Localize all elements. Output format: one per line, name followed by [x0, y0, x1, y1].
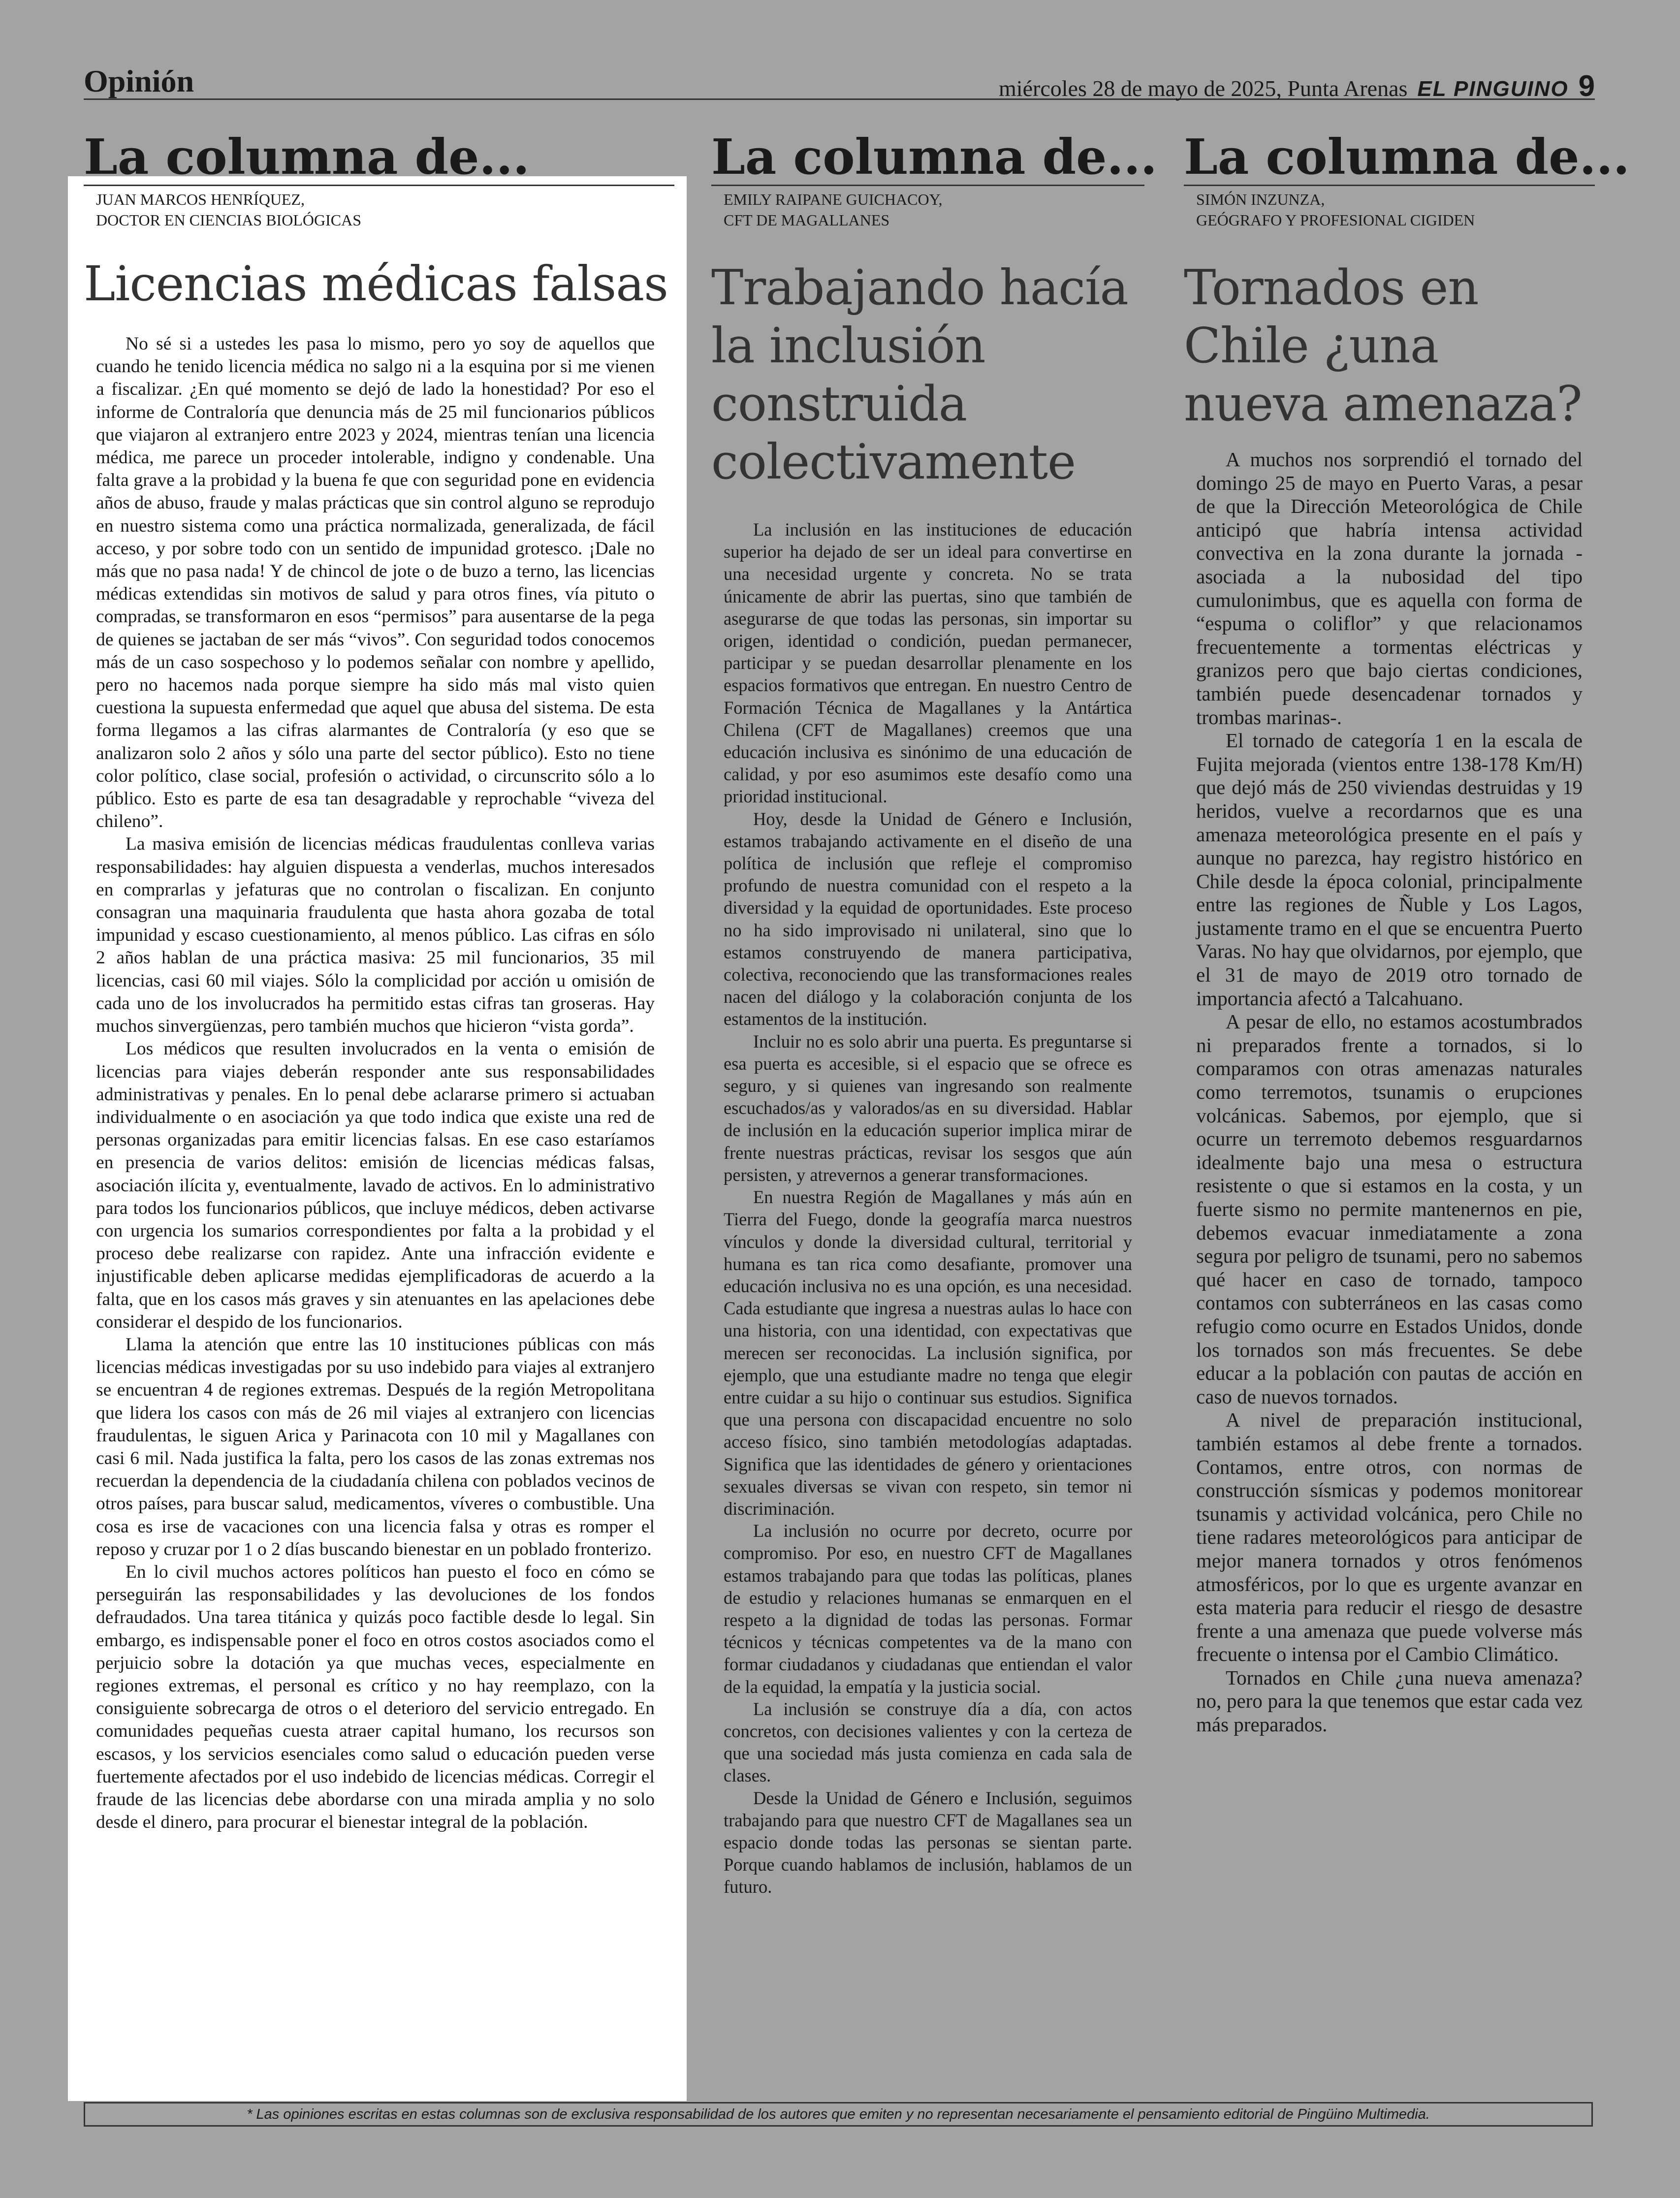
- column-raipane: [711, 129, 1157, 1898]
- paragraph: Llama la atención que entre las 10 instituciones públicas con más licencias médicas investigadas por su uso indebido para viajes al extranjero se encuentran 4 de regiones extremas. Después de la región Metropolitana que lidera los casos con más de 26 mil viajes al extranjero con licencias fraudulentas, le siguen Arica y Parinacota con 10 mil y Magallanes con casi 6 mil. Nada justifica la falta, pero los casos de las zonas extremas nos recuerdan la dependencia de la ciudadanía chilena con poblados vecinos de otros países, para buscar salud, medicamentos, víveres o combustible. Una cosa es irse de vacaciones con una licencia falsa y otras es romper el reposo y cruzar por 1 o 2 días buscando bienestar en un poblado fronterizo.: [96, 1334, 655, 1560]
- publication-date: miércoles 28 de mayo de 2025, Punta Arenas: [999, 76, 1408, 101]
- column-heading: La columna de...: [84, 130, 674, 186]
- header-meta: [999, 69, 1595, 103]
- paragraph: No sé si a ustedes les pasa lo mismo, pero yo soy de aquellos que cuando he tenido licencia médica no salgo ni a la esquina por si me vienen a fiscalizar. ¿En qué momento se dejó de lado la honestidad? Por eso el informe de Contraloría que denuncia más de 25 mil funcionarios públicos que viajaron al extranjero entre 2023 y 2024, mientras tenían una licencia médica, me parece un proceder intolerable, indigno y condenable. Una falta grave a la probidad y la buena fe que con seguridad pone en evidencia años de abuso, fraude y malas prácticas que sin control alguno se reprodujo en nuestro sistema como una práctica normalizada, generalizada, de fácil acceso, y por sobre todo con un sentido de impunidad grotesco. ¡Dale no más que no pasa nada! Y de chincol de jote o de buzo a terno, las licencias médicas extendidas sin motivos de salud y para otros fines, vía pituto o compradas, se transformaron en esos “permisos” para ausentarse de la pega de quienes se jactaban de ser más “vivos”. Con seguridad todos conocemos más de un caso sospechoso y lo podemos señalar con nombre y apellido, pero no hacemos nada porque siempre ha sido más mal visto quien cuestiona la supuesta enfermedad que aquel que abusa del sistema. De esta forma llegamos a las cifras alarmantes de Contraloría (y eso que se analizaron solo 2 años y sólo una parte del sector público). Esto no tiene color político, clase social, profesión o actividad, o circunscrito sólo a lo público. Esto es parte de esa tan desagradable y reprochable “viveza del chileno”.: [96, 334, 655, 832]
- paragraph: La inclusión no ocurre por decreto, ocurre por compromiso. Por eso, en nuestro CFT de Magallanes estamos trabajando para que todas las políticas, planes de estudio y relaciones humanas se enmarquen en el respeto a la dignidad de todas las personas. Formar técnicos y técnicas competentes va de la mano con formar ciudadanos y ciudadanas que entiendan el valor de la equidad, la empatía y la justicia social.: [724, 1521, 1132, 1697]
- author-name: JUAN MARCOS HENRÍQUEZ,: [96, 191, 305, 208]
- page-header: [84, 59, 1595, 100]
- paragraph: A nivel de preparación institucional, también estamos al debe frente a tornados. Contamos, entre otros, con normas de construcción sísmicas y podemos monitorear tsunamis y actividad volcánica, pero Chile no tiene radares meteorológicos para anticipar de mejor manera tornados y otros fenómenos atmosféricos, por lo que es urgente avanzar en esta materia para reducir el riesgo de desastre frente a una amenaza que puede volverse más frecuente o intensa por el Cambio Climático.: [1196, 1408, 1583, 1666]
- page-number: 9: [1578, 69, 1595, 102]
- author-name: EMILY RAIPANE GUICHACOY,: [724, 191, 943, 208]
- paragraph: En lo civil muchos actores políticos han puesto el foco en cómo se perseguirán las responsabilidades y las devoluciones de los fondos defraudados. Una tarea titánica y quizás poco factible desde lo legal. Sin embargo, es indispensable poner el foco en otros costos asociados como el perjuicio sobre la dotación ya que muchas veces, especialmente en regiones extremas, el personal es crítico y no hay reemplazo, con la consiguiente sobrecarga de otros o el deterioro del servicio entregado. En comunidades pequeñas cuesta atraer capital humano, los recursos son escasos, y los servicios esenciales como salud o educación pueden verse fuertemente afectados por el uso indebido de licencias médicas. Corregir el fraude de las licencias debe abordarse con una mirada amplia y no solo desde el dinero, para procurar el bienestar integral de la población.: [96, 1561, 655, 1833]
- article-body: [84, 333, 674, 1834]
- paragraph: Hoy, desde la Unidad de Género e Inclusión, estamos trabajando activamente en el diseño de una política de inclusión que refleje el compromiso profundo de nuestra comunidad con el respeto a la diversidad y la equidad de oportunidades. Este proceso no ha sido improvisado ni unilateral, sino que lo estamos construyendo de manera participativa, colectiva, reconociendo que las transformaciones reales nacen del diálogo y la colaboración conjunta de los estamentos de la institución.: [724, 808, 1132, 1029]
- paragraph: En nuestra Región de Magallanes y más aún en Tierra del Fuego, donde la geografía marca nuestros vínculos y donde la diversidad cultural, territorial y humana es tan rica como desafiante, promover una educación inclusiva no es una opción, es una necesidad. Cada estudiante que ingresa a nuestras aulas lo hace con una historia, con una identidad, con expectativas que merecen ser reconocidas. La inclusión significa, por ejemplo, que una estudiante madre no tenga que elegir entre cuidar a su hijo o continuar sus estudios. Significa que una persona con discapacidad encuentre no solo acceso físico, sino también metodologías adaptadas. Significa que las identidades de género y orientaciones sexuales diversas se vivan con respeto, sin temor ni discriminación.: [724, 1187, 1132, 1519]
- disclaimer: * Las opiniones escritas en estas columnas son de exclusiva responsabilidad de los autores que emiten y no representan necesariamente el pensamiento editorial de Pingüino Multimedia.: [84, 2102, 1593, 2127]
- byline: [1184, 189, 1595, 230]
- column-inzunza: [1184, 129, 1630, 1737]
- paragraph: Incluir no es solo abrir una puerta. Es preguntarse si esa puerta es accesible, si el espacio que se ofrece es seguro, y si quienes van ingresando son realmente escuchados/as y valorados/as en su diversidad. Hablar de inclusión en la educación superior implica mirar de frente nuestras prácticas, revisar los sesgos que aún persisten, y atrevernos a generar transformaciones.: [724, 1031, 1132, 1185]
- column-heading: La columna de...: [1184, 129, 1630, 186]
- section-title: Opinión: [84, 64, 194, 98]
- paragraph: Tornados en Chile ¿una nueva amenaza? no, pero para la que tenemos que estar cada vez más preparados.: [1196, 1666, 1583, 1736]
- article-title: Licencias médicas falsas: [84, 256, 668, 312]
- author-role: CFT DE MAGALLANES: [724, 211, 890, 229]
- paragraph: A muchos nos sorprendió el tornado del domingo 25 de mayo en Puerto Varas, a pesar de que la Dirección Meteorológica de Chile anticipó que habría intensa actividad convectiva en la zona durante la jornada -asociada a la nubosidad del tipo cumulonimbus, que es aquella con forma de “espuma o coliflor” y que relacionamos frecuentemente a tormentas eléctricas y granizos pero que bajo ciertas condiciones, también puede desencadenar tornados y trombas marinas-.: [1196, 448, 1583, 729]
- paragraph: La inclusión se construye día a día, con actos concretos, con decisiones valientes y con la certeza de que una sociedad más justa comienza en cada sala de clases.: [724, 1698, 1132, 1786]
- author-role: DOCTOR EN CIENCIAS BIOLÓGICAS: [96, 211, 361, 229]
- paragraph: El tornado de categoría 1 en la escala de Fujita mejorada (vientos entre 138-178 Km/H) que dejó más de 250 viviendas destruidas y 19 heridos, vuelve a recordarnos que es una amenaza meteorológica presente en el país y aunque no parezca, hay registro histórico en Chile desde la época colonial, principalmente entre las regiones de Ñuble y Los Lagos, justamente tramo en el que se encuentra Puerto Varas. No hay que olvidarnos, por ejemplo, que el 31 de mayo de 2019 otro tornado de importancia afectó a Talcahuano.: [1196, 729, 1583, 1010]
- author-role: GEÓGRAFO Y PROFESIONAL CIGIDEN: [1196, 211, 1475, 229]
- article-title: Trabajando hacía la inclusión construida colectivamente: [711, 260, 1128, 490]
- column-heading: La columna de...: [711, 129, 1157, 186]
- paragraph: A pesar de ello, no estamos acostumbrados ni preparados frente a tornados, si lo comparamos con otras amenazas naturales como terremotos, tsunamis o erupciones volcánicas. Sabemos, por ejemplo, que si ocurre un terremoto debemos resguardarnos idealmente bajo una mesa o estructura resistente o que si estamos en la costa, y un fuerte sismo no permite mantenernos en pie, debemos evacuar inmediatamente a zona segura por peligro de tsunami, pero no sabemos qué hacer en caso de tornado, tampoco contamos con subterráneos en las casas como refugio como ocurre en Estados Unidos, donde los tornados son más frecuentes. Se debe educar a la población con pautas de acción en caso de nuevos tornados.: [1196, 1010, 1583, 1408]
- author-name: SIMÓN INZUNZA,: [1196, 191, 1325, 208]
- publication-name: EL PINGUINO: [1417, 77, 1569, 101]
- paragraph: Los médicos que resulten involucrados en la venta o emisión de licencias para viajes deberán responder ante sus responsabilidades administrativas y penales. En lo penal debe aclararse primero si actuaban individualmente o en asociación ya que todo indica que existe una red de personas organizadas para emitir licencias falsas. En ese caso estaríamos en presencia de varios delitos: emisión de licencias médicas falsas, asociación ilícita y, eventualmente, lavado de activos. En lo administrativo para todos los funcionarios públicos, que incluye médicos, deben activarse con urgencia los sumarios correspondientes por falta a la probidad y el proceso debe realizarse con rapidez. Ante una infracción evidente e injustificable deben aplicarse medidas ejemplificadoras de acuerdo a la falta, que en los casos más graves y sin atenuantes en las apelaciones debe considerar el despido de los funcionarios.: [96, 1039, 655, 1332]
- article-body: [711, 518, 1144, 1898]
- byline: [711, 189, 1144, 230]
- article-body: [1184, 448, 1595, 1737]
- article-title: Tornados en Chile ¿una nueva amenaza?: [1184, 260, 1582, 432]
- paragraph: La masiva emisión de licencias médicas fraudulentas conlleva varias responsabilidades: hay alguien dispuesta a venderlas, muchos interesados en comprarlas y jefaturas que no controlan o fiscalizan. En conjunto consagran una maquinaria fraudulenta que hasta ahora gozaba de total impunidad y escaso cuestionamiento, al menos público. Las cifras en sólo 2 años hablan de una práctica masiva: 25 mil funcionarios, 35 mil licencias, casi 60 mil viajes. Sólo la complicidad por acción u omisión de cada uno de los involucrados ha permitido estas cifras tan groseras. Hay muchos sinvergüenzas, pero también muchos que hicieron “vista gorda”.: [96, 834, 655, 1037]
- paragraph: La inclusión en las instituciones de educación superior ha dejado de ser un ideal para convertirse en una necesidad urgente y concreta. No se trata únicamente de abrir las puertas, sino que también de asegurarse de que todas las personas, sin importar su origen, identidad o condición, puedan permanecer, participar y se puedan desarrollar plenamente en los espacios formativos que entregan. En nuestro Centro de Formación Técnica de Magallanes y la Antártica Chilena (CFT de Magallanes) creemos que una educación inclusiva es sinónimo de una educación de calidad, y por eso asumimos este desafío como una prioridad institucional.: [724, 519, 1132, 807]
- column-henriquez: [84, 130, 674, 1834]
- paragraph: Desde la Unidad de Género e Inclusión, seguimos trabajando para que nuestro CFT de Magallanes sea un espacio donde todas las personas se sientan parte. Porque cuando hablamos de inclusión, hablamos de un futuro.: [724, 1787, 1132, 1897]
- byline: [84, 189, 674, 230]
